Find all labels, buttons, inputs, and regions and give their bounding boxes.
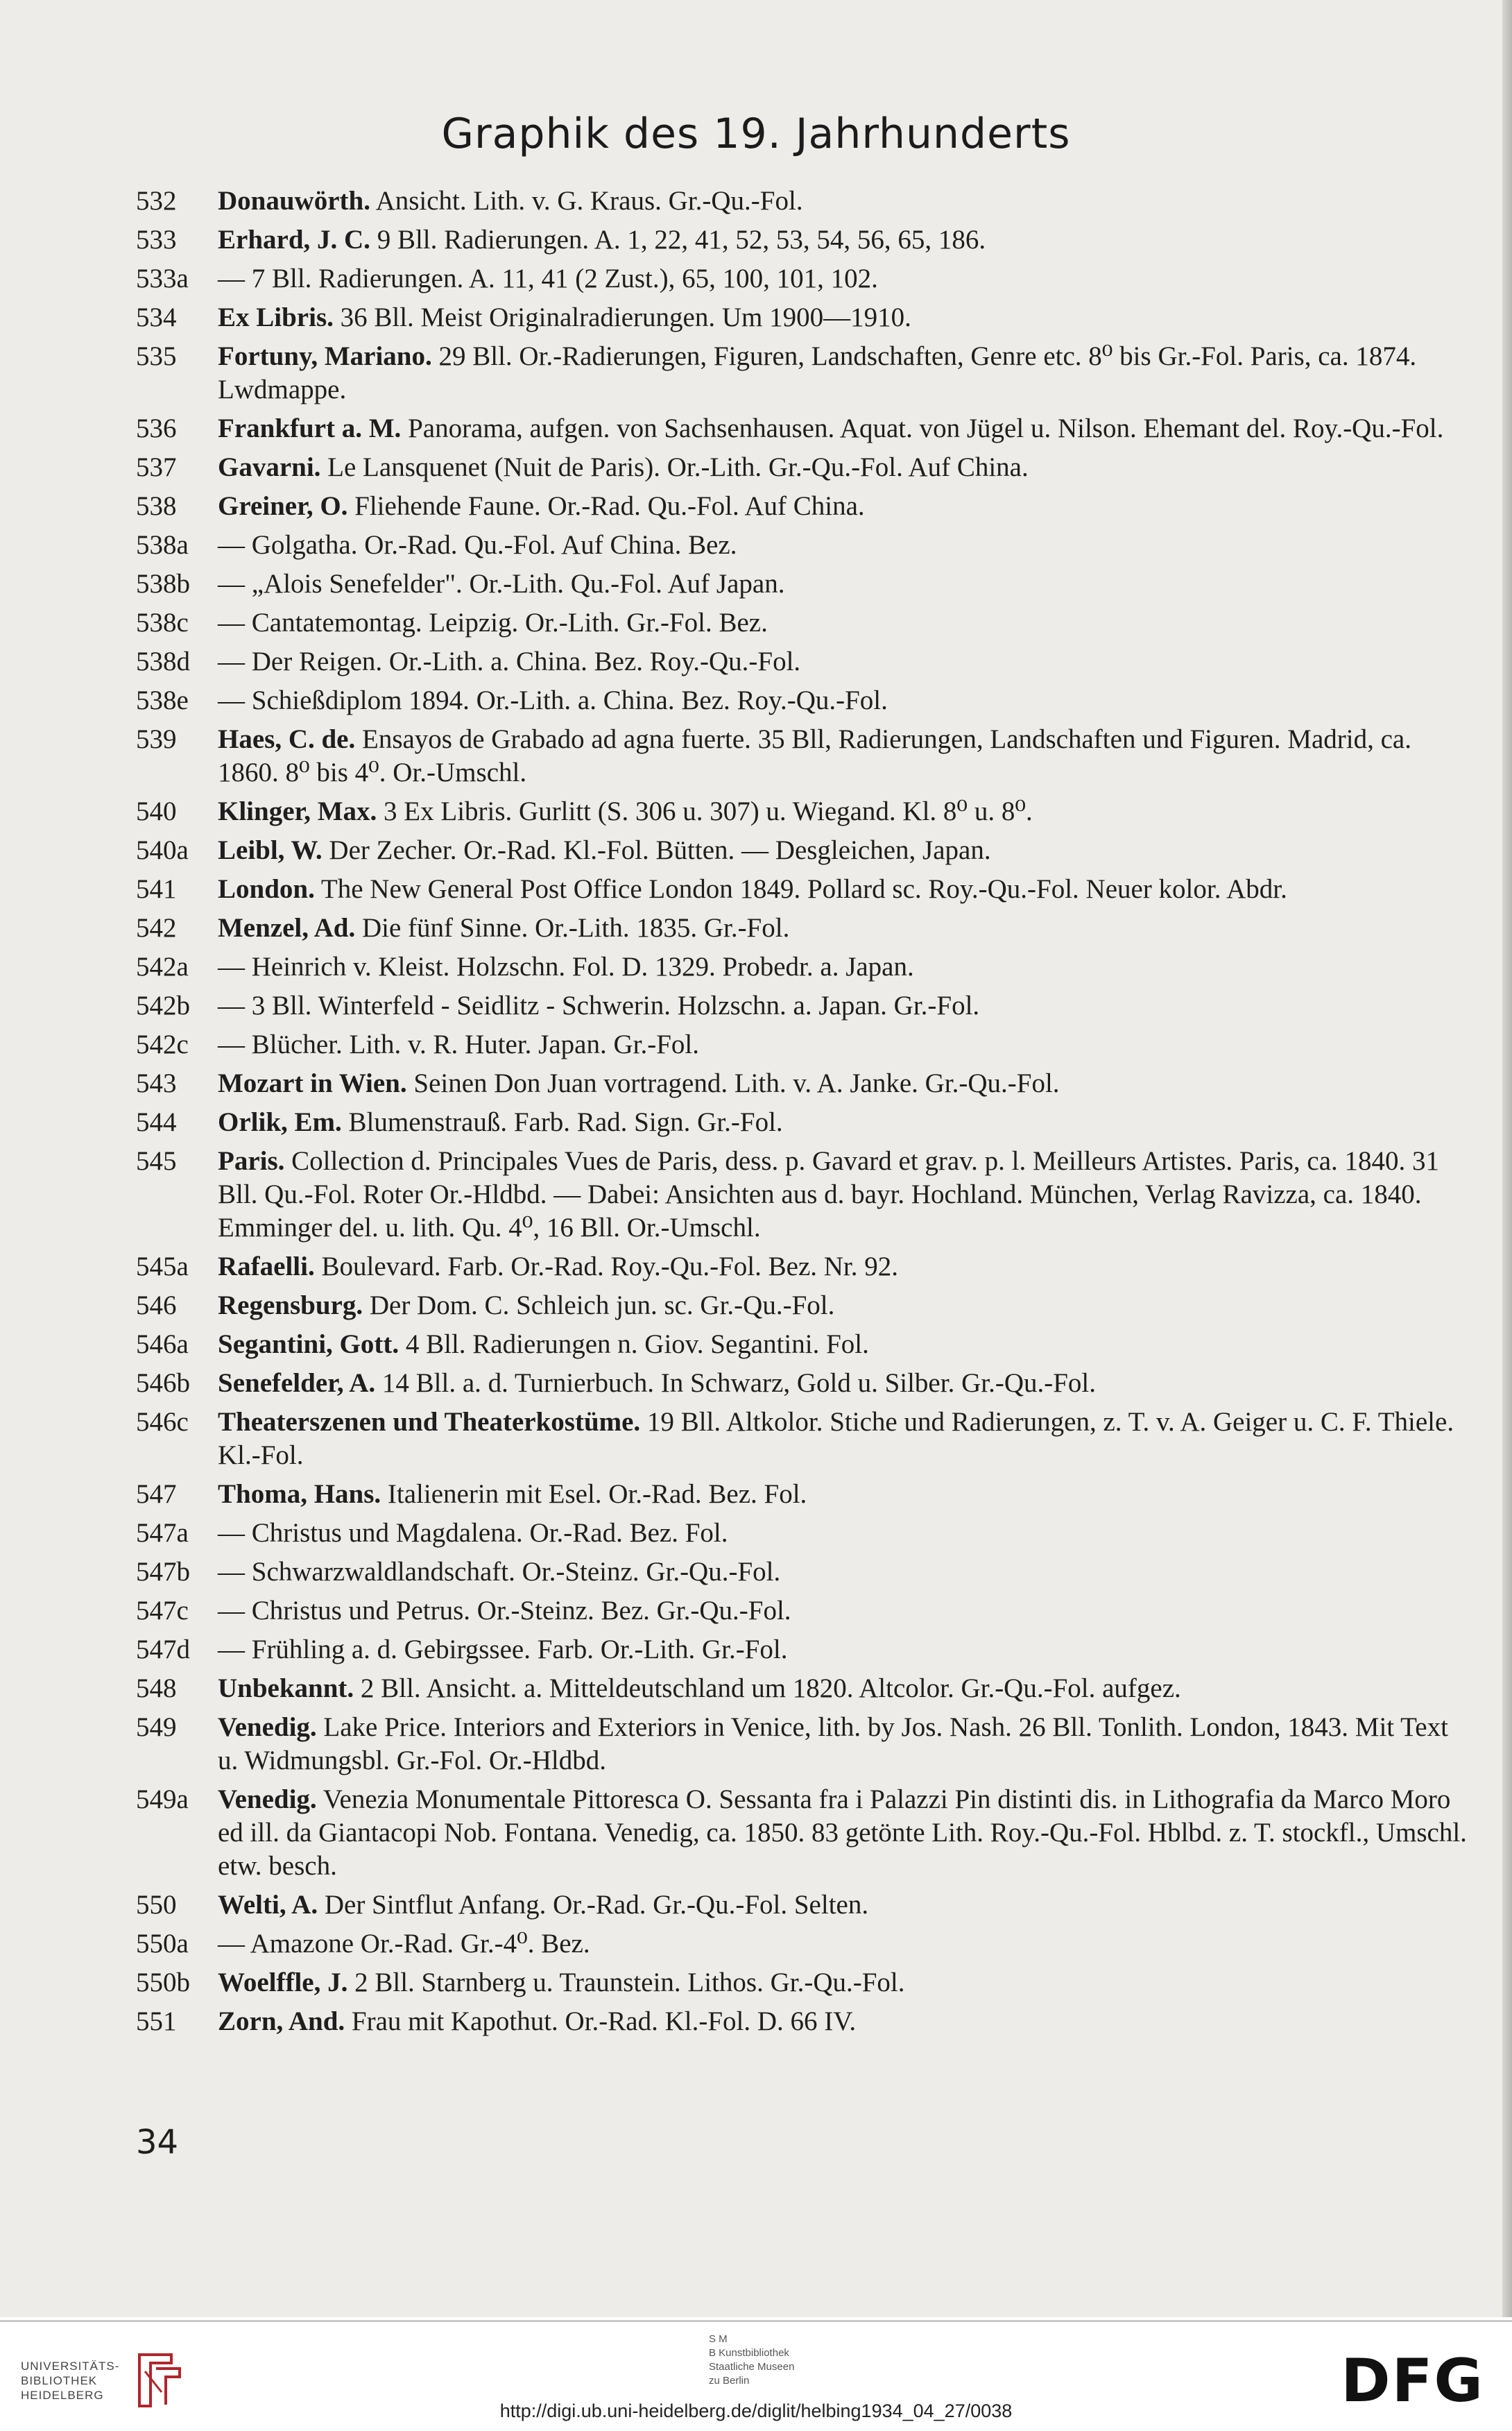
catalog-entries <box>136 185 1468 2044</box>
lot-number: 544 <box>136 1107 177 1137</box>
lot-number: 538c <box>136 608 189 638</box>
entry-description: 3 Ex Libris. Gurlitt (S. 306 u. 307) u. Wiegand. Kl. 8⁰ u. 8⁰. <box>384 796 1033 826</box>
entry-description: — 7 Bll. Radierungen. A. 11, 41 (2 Zust.), 65, 100, 101, 102. <box>218 264 878 293</box>
entry-description: 29 Bll. Or.-Radierungen, Figuren, Landschaften, Genre etc. 8⁰ bis Gr.-Fol. Paris, ca. 1874. Lwdmappe. <box>218 341 1417 404</box>
lot-number: 532 <box>136 186 177 216</box>
lot-number: 533 <box>136 225 177 255</box>
lot-number: 536 <box>136 413 177 443</box>
lot-number: 546b <box>136 1368 190 1398</box>
catalog-entry <box>136 1672 1468 1705</box>
lot-number: 533a <box>136 264 189 293</box>
lot-number: 549a <box>136 1784 189 1814</box>
lot-number: 538d <box>136 647 190 676</box>
footer-divider <box>0 2320 1512 2322</box>
lot-number: 535 <box>136 341 177 371</box>
catalog-entry <box>136 989 1468 1023</box>
artist-or-subject: Erhard, J. C. <box>218 225 370 255</box>
lot-number: 547c <box>136 1596 189 1626</box>
entry-description: Die fünf Sinne. Or.-Lith. 1835. Gr.-Fol. <box>361 913 790 943</box>
catalog-entry <box>136 950 1468 984</box>
entry-description: The New General Post Office London 1849. Pollard sc. Roy.-Qu.-Fol. Neuer kolor. Abdr. <box>320 874 1287 904</box>
entry-description: Seinen Don Juan vortragend. Lith. v. A. Janke. Gr.-Qu.-Fol. <box>413 1068 1060 1098</box>
entry-description: Italienerin mit Esel. Or.-Rad. Bez. Fol. <box>387 1479 807 1509</box>
artist-or-subject: Unbekannt. <box>218 1673 354 1703</box>
entry-description: Ansicht. Lith. v. G. Kraus. Gr.-Qu.-Fol. <box>375 186 803 216</box>
entry-description: — Cantatemontag. Leipzig. Or.-Lith. Gr.-Fol. Bez. <box>218 608 768 638</box>
artist-or-subject: Fortuny, Mariano. <box>218 341 432 371</box>
catalog-entry <box>136 1106 1468 1139</box>
artist-or-subject: Thoma, Hans. <box>218 1479 381 1509</box>
lot-number: 550a <box>136 1929 189 1959</box>
lot-number: 540a <box>136 835 189 865</box>
lot-number: 551 <box>136 2006 177 2036</box>
catalog-entry <box>136 834 1468 867</box>
artist-or-subject: Venedig. <box>218 1712 317 1742</box>
lot-number: 546a <box>136 1329 189 1359</box>
entry-description: Der Dom. C. Schleich jun. sc. Gr.-Qu.-Fol. <box>369 1290 835 1320</box>
catalog-entry <box>136 606 1468 640</box>
university-line: BIBLIOTHEK <box>21 2374 98 2387</box>
catalog-entry <box>136 340 1468 407</box>
catalog-entry <box>136 490 1468 523</box>
lot-number: 541 <box>136 874 177 904</box>
university-line: HEIDELBERG <box>21 2389 104 2402</box>
catalog-entry <box>136 684 1468 717</box>
lot-number: 537 <box>136 452 177 482</box>
entry-description: Der Zecher. Or.-Rad. Kl.-Fol. Bütten. — Desgleichen, Japan. <box>329 835 991 865</box>
page-title: Graphik des 19. Jahrhunderts <box>441 110 1071 158</box>
catalog-entry <box>136 451 1468 484</box>
lot-number: 539 <box>136 724 177 754</box>
entry-description: — Blücher. Lith. v. R. Huter. Japan. Gr.-Fol. <box>218 1030 699 1059</box>
lot-number: 547 <box>136 1479 177 1509</box>
artist-or-subject: Paris. <box>218 1146 285 1176</box>
artist-or-subject: Klinger, Max. <box>218 796 377 826</box>
entry-description: 19 Bll. Altkolor. Stiche und Radierungen, z. T. v. A. Geiger u. C. F. Thiele. Kl.-Fol. <box>218 1407 1454 1470</box>
catalog-entry <box>136 1633 1468 1666</box>
catalog-entry <box>136 1966 1468 1999</box>
catalog-entry <box>136 1145 1468 1245</box>
entry-description: — Christus und Magdalena. Or.-Rad. Bez. Fol. <box>218 1518 728 1548</box>
lot-number: 550 <box>136 1890 177 1920</box>
lot-number: 538b <box>136 569 190 599</box>
entry-description: Blumenstrauß. Farb. Rad. Sign. Gr.-Fol. <box>348 1107 783 1137</box>
entry-description: Collection d. Principales Vues de Paris, dess. p. Gavard et grav. p. l. Meilleurs Artistes. Paris, ca. 1840. 31 Bll. Qu.-Fol. Roter Or.-Hldbd. — Dabei: Ansichten aus d. bayr. Hochland. München, Verlag Ravizza, ca. 1840. Emminger del. u. lith. Qu. 4⁰, 16 Bll. Or.-Umschl. <box>218 1146 1440 1243</box>
lot-number: 545a <box>136 1252 189 1281</box>
catalog-entry <box>136 1888 1468 1922</box>
lot-number: 540 <box>136 796 177 826</box>
artist-or-subject: Theaterszenen und Theaterkostüme. <box>218 1407 641 1437</box>
catalog-entry <box>136 1289 1468 1322</box>
catalog-entry <box>136 645 1468 679</box>
lot-number: 546 <box>136 1290 177 1320</box>
sm-line: B Kunstbibliothek <box>709 2347 789 2359</box>
university-line: UNIVERSITÄTS- <box>21 2360 120 2373</box>
artist-or-subject: Greiner, O. <box>218 491 348 521</box>
artist-or-subject: Regensburg. <box>218 1290 363 1320</box>
entry-description: — „Alois Senefelder". Or.-Lith. Qu.-Fol. Auf Japan. <box>218 569 785 599</box>
entry-description: — Heinrich v. Kleist. Holzschn. Fol. D. 1329. Probedr. a. Japan. <box>218 952 914 982</box>
entry-description: Le Lansquenet (Nuit de Paris). Or.-Lith. Gr.-Qu.-Fol. Auf China. <box>327 452 1029 482</box>
artist-or-subject: Ex Libris. <box>218 302 334 332</box>
entry-description: — Golgatha. Or.-Rad. Qu.-Fol. Auf China. Bez. <box>218 530 737 560</box>
artist-or-subject: Welti, A. <box>218 1890 318 1920</box>
catalog-entry <box>136 1028 1468 1061</box>
artist-or-subject: Rafaelli. <box>218 1252 315 1281</box>
catalog-entry <box>136 568 1468 601</box>
lot-number: 538e <box>136 685 189 715</box>
source-url-link[interactable]: http://digi.ub.uni-heidelberg.de/diglit/helbing1934_04_27/0038 <box>499 2400 1013 2421</box>
entry-description: — 3 Bll. Winterfeld - Seidlitz - Schwerin. Holzschn. a. Japan. Gr.-Fol. <box>218 991 980 1021</box>
lot-number: 538a <box>136 530 189 560</box>
lot-number: 542a <box>136 952 189 982</box>
entry-description: — Amazone Or.-Rad. Gr.-4⁰. Bez. <box>218 1929 590 1959</box>
page-edge <box>1502 0 1512 2317</box>
catalog-entry <box>136 1478 1468 1511</box>
catalog-entry <box>136 301 1468 334</box>
lot-number: 534 <box>136 302 177 332</box>
lot-number: 542b <box>136 991 190 1021</box>
university-library-logo-text <box>21 2359 119 2403</box>
catalog-entry <box>136 223 1468 257</box>
entry-description: 36 Bll. Meist Originalradierungen. Um 1900—1910. <box>340 302 911 332</box>
artist-or-subject: Menzel, Ad. <box>218 913 356 943</box>
lot-number: 545 <box>136 1146 177 1176</box>
artist-or-subject: Orlik, Em. <box>218 1107 342 1137</box>
page-number: 34 <box>136 2123 179 2162</box>
catalog-entry <box>136 1367 1468 1400</box>
catalog-entry <box>136 1406 1468 1472</box>
sm-line: S M <box>709 2333 728 2345</box>
sm-line: Staatliche Museen <box>709 2361 795 2373</box>
entry-description: Boulevard. Farb. Or.-Rad. Roy.-Qu.-Fol. Bez. Nr. 92. <box>321 1252 898 1281</box>
catalog-entry <box>136 1067 1468 1100</box>
catalog-entry <box>136 1517 1468 1550</box>
lot-number: 546c <box>136 1407 189 1437</box>
lot-number: 548 <box>136 1673 177 1703</box>
catalog-entry <box>136 1594 1468 1628</box>
entry-description: 14 Bll. a. d. Turnierbuch. In Schwarz, Gold u. Silber. Gr.-Qu.-Fol. <box>381 1368 1096 1398</box>
entry-description: Venezia Monumentale Pittoresca O. Sessanta fra i Palazzi Pin distinti dis. in Lithografia da Marco Moro ed ill. da Giantacopi Nob. Fontana. Venedig, ca. 1850. 83 getönte Lith. Roy.-Qu.-Fol. Hblbd. z. T. stockfl., Umschl. etw. besch. <box>218 1784 1467 1881</box>
artist-or-subject: Woelffle, J. <box>218 1968 348 1997</box>
kunstbibliothek-logo-text <box>709 2332 794 2388</box>
entry-description: 2 Bll. Ansicht. a. Mitteldeutschland um 1820. Altcolor. Gr.-Qu.-Fol. aufgez. <box>360 1673 1181 1703</box>
artist-or-subject: Senefelder, A. <box>218 1368 376 1398</box>
catalog-entry <box>136 412 1468 445</box>
sm-line: zu Berlin <box>709 2375 750 2387</box>
entry-description: Frau mit Kapothut. Or.-Rad. Kl.-Fol. D. 66 IV. <box>351 2006 857 2036</box>
artist-or-subject: Gavarni. <box>218 452 321 482</box>
lot-number: 547b <box>136 1557 190 1587</box>
artist-or-subject: Segantini, Gott. <box>218 1329 400 1359</box>
entry-description: 9 Bll. Radierungen. A. 1, 22, 41, 52, 53, 54, 56, 65, 186. <box>377 225 986 255</box>
catalog-entry <box>136 2005 1468 2038</box>
entry-description: Ensayos de Grabado ad agna fuerte. 35 Bll, Radierungen, Landschaften und Figuren. Madrid, ca. 1860. 8⁰ bis 4⁰. Or.-Umschl. <box>218 724 1411 787</box>
catalog-entry <box>136 185 1468 218</box>
lot-number: 550b <box>136 1968 190 1997</box>
artist-or-subject: Frankfurt a. M. <box>218 413 402 443</box>
catalog-entry <box>136 529 1468 562</box>
entry-description: — Schwarzwaldlandschaft. Or.-Steinz. Gr.-Qu.-Fol. <box>218 1557 781 1587</box>
lot-number: 547a <box>136 1518 189 1548</box>
catalog-entry <box>136 262 1468 296</box>
lot-number: 547d <box>136 1635 190 1664</box>
entry-description: Panorama, aufgen. von Sachsenhausen. Aquat. von Jügel u. Nilson. Ehemant del. Roy.-Qu.-Fol. <box>408 413 1444 443</box>
entry-description: Lake Price. Interiors and Exteriors in Venice, lith. by Jos. Nash. 26 Bll. Tonlith. London, 1843. Mit Text u. Widmungsbl. Gr.-Fol. Or.-Hldbd. <box>218 1712 1448 1775</box>
artist-or-subject: Leibl, W. <box>218 835 323 865</box>
entry-description: 4 Bll. Radierungen n. Giov. Segantini. Fol. <box>405 1329 869 1359</box>
catalog-entry <box>136 1711 1468 1777</box>
catalog-entry <box>136 795 1468 828</box>
dfg-logo: DFG <box>1341 2346 1484 2416</box>
artist-or-subject: Mozart in Wien. <box>218 1068 407 1098</box>
catalog-entry <box>136 1250 1468 1283</box>
entry-description: — Schießdiplom 1894. Or.-Lith. a. China. Bez. Roy.-Qu.-Fol. <box>218 685 888 715</box>
catalog-entry <box>136 1927 1468 1961</box>
artist-or-subject: London. <box>218 874 315 904</box>
lot-number: 542 <box>136 913 177 943</box>
artist-or-subject: Haes, C. de. <box>218 724 356 754</box>
entry-description: — Christus und Petrus. Or.-Steinz. Bez. Gr.-Qu.-Fol. <box>218 1596 791 1626</box>
catalog-entry <box>136 912 1468 945</box>
catalog-entry <box>136 723 1468 790</box>
catalog-entry <box>136 1783 1468 1883</box>
entry-description: Der Sintflut Anfang. Or.-Rad. Gr.-Qu.-Fol. Selten. <box>324 1890 869 1920</box>
catalog-entry <box>136 1555 1468 1589</box>
lot-number: 542c <box>136 1030 189 1059</box>
entry-description: — Der Reigen. Or.-Lith. a. China. Bez. Roy.-Qu.-Fol. <box>218 647 801 676</box>
entry-description: — Frühling a. d. Gebirgssee. Farb. Or.-Lith. Gr.-Fol. <box>218 1635 788 1664</box>
artist-or-subject: Venedig. <box>218 1784 317 1814</box>
catalog-entry <box>136 873 1468 906</box>
entry-description: Fliehende Faune. Or.-Rad. Qu.-Fol. Auf China. <box>354 491 865 521</box>
lot-number: 538 <box>136 491 177 521</box>
catalog-entry <box>136 1328 1468 1361</box>
lot-number: 549 <box>136 1712 177 1742</box>
lot-number: 543 <box>136 1068 177 1098</box>
artist-or-subject: Donauwörth. <box>218 186 370 216</box>
entry-description: 2 Bll. Starnberg u. Traunstein. Lithos. Gr.-Qu.-Fol. <box>354 1968 905 1997</box>
artist-or-subject: Zorn, And. <box>218 2006 345 2036</box>
